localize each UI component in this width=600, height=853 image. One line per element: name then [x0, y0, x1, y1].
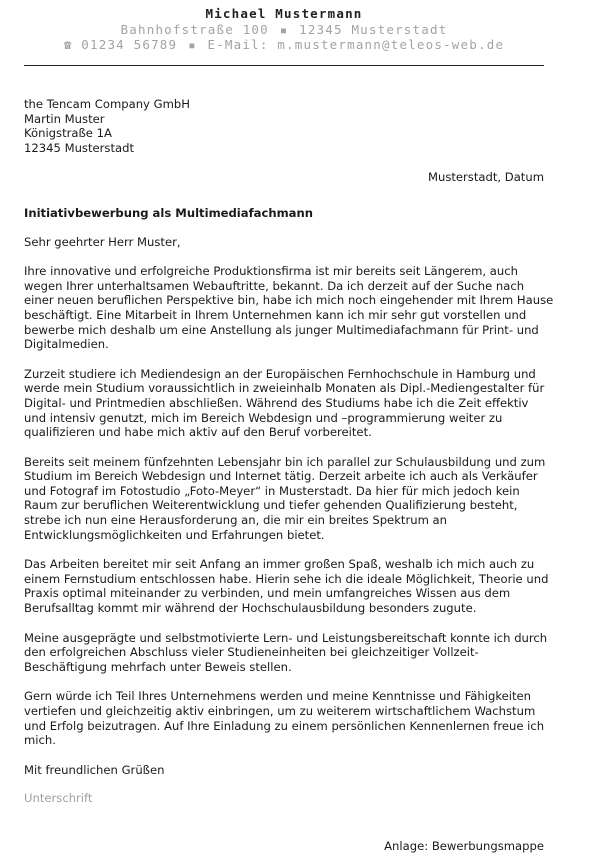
paragraph: Ihre innovative und erfolgreiche Produktionsfirma ist mir bereits seit Längerem, auch wegen Ihrer unterhaltsamen Webauftritte, bekannt. Da ich derzeit auf der Suche nach einer neuen beruflichen Perspektive bin, habe ich mich noch eingehender mit Ihrem Hause beschäftigt. Eine Mitarbeit in Ihrem Unternehmen kann ich mir sehr gut vorstellen und bewerbe mich deshalb um eine Anstellung als junger Multimediafachmann für Print- und Digitalmedien.: [24, 264, 554, 352]
recipient-company: the Tencam Company GmbH: [24, 97, 190, 111]
letter-body: [24, 97, 554, 806]
sender-city: 12345 Musterstadt: [299, 22, 448, 37]
sender-address-line: [0, 22, 568, 37]
recipient-person: Martin Muster: [24, 111, 105, 126]
paragraph: Meine ausgeprägte und selbstmotivierte Lern- und Leistungsbereitschaft konnte ich durch den erfolgreichen Abschluss vieler Studieneinheiten bei gleichzeitiger Vollzeit-Beschäftigung mehrfach unter Beweis stellen.: [24, 630, 548, 674]
sender-street: Bahnhofstraße 100: [120, 22, 269, 37]
paragraph: Das Arbeiten bereitet mir seit Anfang an immer großen Spaß, weshalb ich mich auch zu einem Fernstudium entschlossen habe. Hierin sehe ich die ideale Möglichkeit, Theorie und Praxis optimal miteinander zu verbinden, und mein umfangreiches Wissen aus dem Berufsalltag kommt mir während der Hochschulausbildung besonders zugute.: [24, 557, 549, 616]
recipient-street: Königstraße 1A: [24, 126, 112, 141]
letter-subject: Initiativbewerbung als Multimediafachmann: [24, 205, 314, 220]
telephone-icon: ☎: [63, 37, 73, 52]
header-divider: [24, 65, 544, 66]
signature-placeholder: Unterschrift: [24, 791, 93, 806]
paragraph: Bereits seit meinem fünfzehnten Lebensjahr bin ich parallel zur Schulausbildung und zum Studium im Bereich Webdesign und Internet tätig. Derzeit arbeite ich auch als Verkäufer und Fotograf im Fotostudio „Foto-Meyer“ in Musterstadt. Da hier für mich jedoch kein Raum zur beruflichen Weiterentwicklung und tiefer gehenden Qualifizierung besteht, strebe ich nun eine Herausforderung an, die mir ein breites Spektrum an Entwicklungsmöglichkeiten und Erfahrungen bietet.: [24, 454, 546, 542]
separator-bullet: ▪: [188, 37, 197, 52]
sender-name: Michael Mustermann: [205, 6, 363, 21]
attachment-note: Anlage: Bewerbungsmappe: [384, 839, 544, 853]
sender-phone: 01234 56789: [81, 37, 178, 52]
email-label: E-Mail:: [207, 37, 269, 52]
letterhead: [0, 6, 568, 52]
paragraph: Gern würde ich Teil Ihres Unternehmens werden und meine Kenntnisse und Fähigkeiten vertiefen und gleichzeitig aktiv einbringen, um zu weiterem wirtschaftlichem Wachstum und Erfolg beizutragen. Auf Ihre Einladung zu einem persönlichen Kennenlernen freue ich mich.: [24, 689, 545, 748]
recipient-city: 12345 Musterstadt: [24, 140, 134, 155]
recipient-address: [24, 97, 554, 155]
sender-email: m.mustermann@teleos-web.de: [277, 37, 505, 52]
place-date: Musterstadt, Datum: [427, 170, 544, 185]
paragraph: Zurzeit studiere ich Mediendesign an der Europäischen Fernhochschule in Hamburg und werde mein Studium voraussichtlich in zweieinhalb Monaten als Dipl.-Mediengestalter für Digital- und Printmedien abschließen. Während des Studiums habe ich die Zeit effektiv und intensiv genutzt, mich im Bereich Webdesign und –programmierung weiter zu qualifizieren und habe mich aktiv auf den Beruf vorbereitet.: [24, 366, 545, 440]
sender-contact-line: [0, 37, 568, 52]
closing: Mit freundlichen Grüßen: [24, 762, 165, 777]
salutation: Sehr geehrter Herr Muster,: [24, 234, 181, 249]
separator-bullet: ▪: [279, 22, 289, 37]
